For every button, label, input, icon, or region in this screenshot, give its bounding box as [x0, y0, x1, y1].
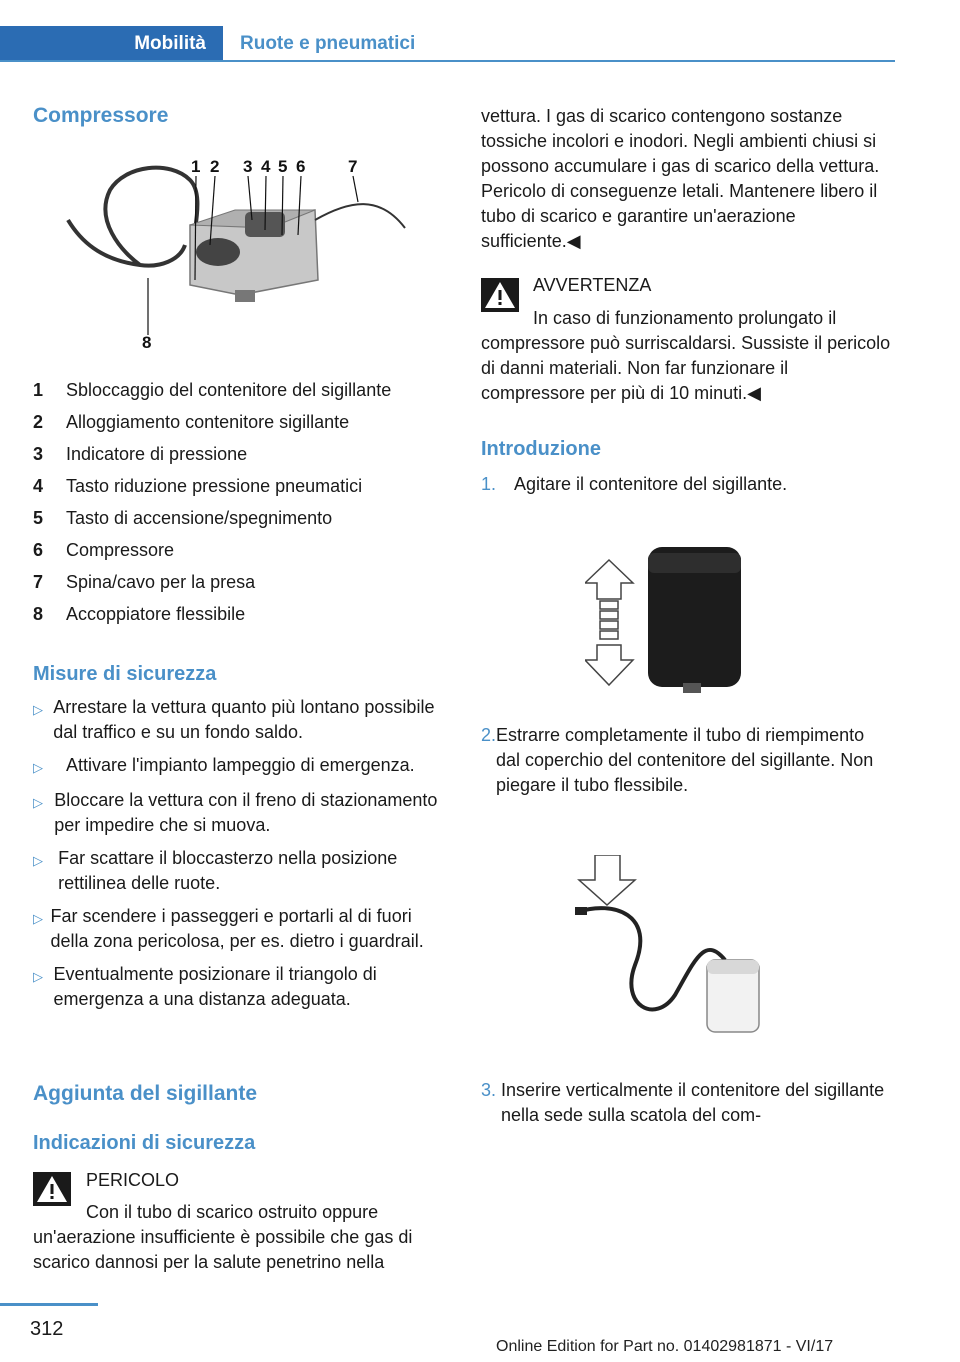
callout-3: 3: [243, 157, 253, 176]
hose-extraction-illustration: [575, 855, 765, 1040]
page-number: 312: [30, 1318, 64, 1340]
bullet-item: ▷ Attivare l'impianto lampeggio di emergenza.: [33, 753, 443, 780]
section-title-indicazioni-sicurezza: Indicazioni di sicurezza: [33, 1132, 256, 1154]
callout-2: 2: [210, 157, 220, 176]
bullet-item: ▷ Eventualmente posizionare il triangolo di emergenza a una distanza adeguata.: [33, 962, 443, 1012]
danger-text-continued: vettura. I gas di scarico contengono sostanze tossiche incolori e inodori. Negli ambienti chiusi si possono accumulare i gas di scarico della vettura. Pericolo di conseguenze letali. Mantenere libero il tubo di scarico e garantire un'aerazione sufficiente.◀: [481, 106, 880, 251]
tab-mobilita[interactable]: Mobilità: [0, 26, 223, 62]
bullet-item: ▷ Far scattare il bloccasterzo nella posizione rettilinea delle ruote.: [33, 846, 443, 896]
legend-item: 6 Compressore: [33, 540, 175, 560]
safety-bullet-list: [33, 695, 443, 1020]
compressor-legend: [33, 374, 443, 630]
triangle-bullet-icon: ▷: [33, 969, 43, 984]
bullet-item: ▷ Bloccare la vettura con il freno di stazionamento per impedire che si muova.: [33, 788, 443, 838]
compressor-drawing: [60, 150, 420, 350]
callout-5: 5: [278, 157, 288, 176]
step-item: 1. Agitare il contenitore del sigillante.: [481, 474, 788, 494]
section-title-aggiunta-sigillante: Aggiunta del sigillante: [33, 1082, 258, 1105]
section-title-introduzione: Introduzione: [481, 438, 601, 460]
step-item: 2. Estrarre completamente il tubo di riempimento dal coperchio del contenitore del sigillante. Non piegare il tubo flessibile.: [481, 725, 874, 795]
legend-item: 7 Spina/cavo per la presa: [33, 572, 256, 592]
footer-edition: Online Edition for Part no. 01402981871 - VI/17: [496, 1338, 834, 1355]
warning-text: In caso di funzionamento prolungato il compressore può surriscaldarsi. Sussiste il pericolo di danni materiali. Non far funzionare il compressore per più di 10 minuti.◀: [481, 308, 891, 403]
triangle-bullet-icon: ▷: [33, 702, 43, 717]
legend-item: 8 Accoppiatore flessibile: [33, 604, 246, 624]
legend-item: 3 Indicatore di pressione: [33, 444, 248, 464]
callout-7: 7: [348, 157, 358, 176]
bullet-item: ▷ Far scendere i passeggeri e portarli al di fuori della zona pericolosa, per es. dietro i guardrail.: [33, 904, 443, 954]
compressor-illustration: [60, 150, 420, 350]
section-title-compressore: Compressore: [33, 104, 169, 127]
danger-label: PERICOLO: [86, 1170, 180, 1190]
triangle-bullet-icon: ▷: [33, 853, 43, 868]
legend-item: 2 Alloggiamento contenitore sigillante: [33, 412, 350, 432]
callout-1: 1: [191, 157, 201, 176]
triangle-bullet-icon: ▷: [33, 760, 43, 775]
step-item: 3. Inserire verticalmente il contenitore del sigillante nella sede sulla scatola del com-: [481, 1080, 885, 1125]
callout-8: 8: [142, 333, 152, 350]
callout-4: 4: [261, 157, 271, 176]
header-rule: [0, 60, 895, 62]
triangle-bullet-icon: ▷: [33, 911, 43, 926]
danger-text: Con il tubo di scarico ostruito oppure un'aerazione insufficiente è possibile che gas di scarico dannosi per la salute penetrino nella: [33, 1202, 413, 1272]
shake-container-illustration: [585, 545, 745, 695]
triangle-bullet-icon: ▷: [33, 795, 43, 810]
footer-rule: [0, 1303, 98, 1306]
legend-item: 4 Tasto riduzione pressione pneumatici: [33, 476, 363, 496]
legend-item: 1 Sbloccaggio del contenitore del sigillante: [33, 380, 392, 400]
warning-label: AVVERTENZA: [533, 275, 652, 295]
tab-ruote-pneumatici[interactable]: Ruote e pneumatici: [240, 33, 416, 54]
legend-item: 5 Tasto di accensione/spegnimento: [33, 508, 333, 528]
bullet-item: ▷ Arrestare la vettura quanto più lontano possibile dal traffico e su un fondo saldo.: [33, 695, 443, 745]
callout-6: 6: [296, 157, 306, 176]
section-title-misure-sicurezza: Misure di sicurezza: [33, 663, 217, 685]
